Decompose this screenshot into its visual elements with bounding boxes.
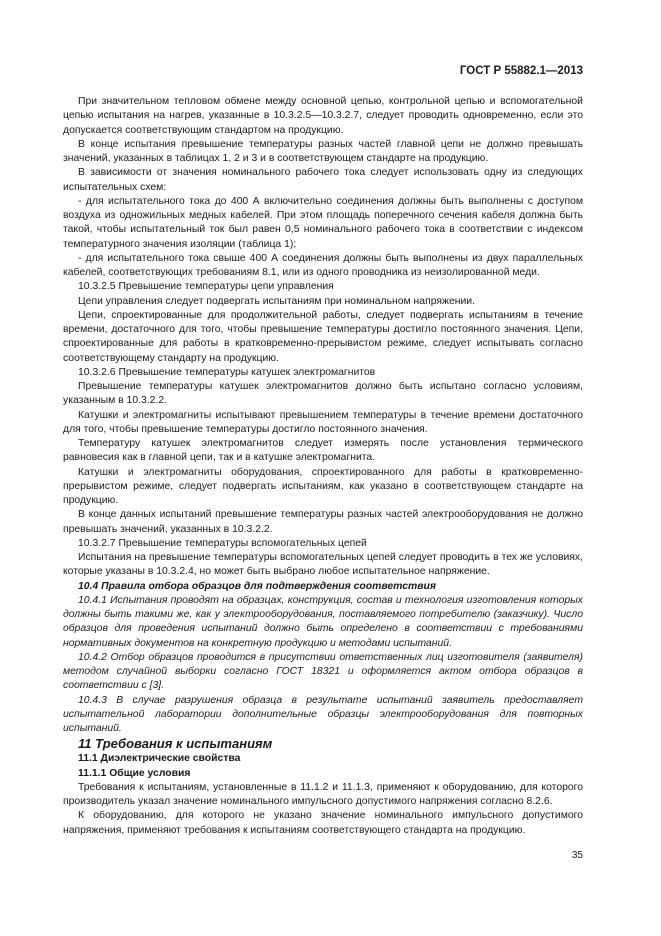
- paragraph: При значительном тепловом обмене между основной цепью, контрольной цепью и вспомогательной цепью испытания на нагрев, указанные в 10.3.2.5—10.3.2.7, следует проводить одновременно, если это допускается соответствующим стандартом на продукцию.: [63, 96, 583, 136]
- list-item: - для испытательного тока до 400 А включительно соединения должны быть выполнены с доступом воздуха из одножильных медных кабелей. При этом площадь поперечного сечения кабеля должна быть такой, чтобы испытательный ток был равен 0,5 номинального рабочего тока в соответствии с индексом температурного значения изоляции (таблица 1);: [63, 195, 583, 250]
- paragraph: К оборудованию, для которого не указано значение номинального импульсного допустимого напряжения, применяют требования к испытаниям соответствующего стандарта на продукцию.: [63, 810, 583, 836]
- paragraph: Превышение температуры катушек электромагнитов должно быть испытано согласно условиям, указанным в 10.3.2.2.: [63, 381, 583, 407]
- paragraph: Требования к испытаниям, установленные в 11.1.2 и 11.1.3, применяют к оборудованию, для которого производитель указал значение номинального импульсного допустимого напряжения согласно 8.2.6.: [63, 781, 583, 807]
- clause-heading: 10.3.2.5 Превышение температуры цепи управления: [78, 281, 334, 293]
- paragraph: Испытания на превышение температуры вспомогательных цепей следует проводить в тех же условиях, которые указаны в 10.3.2.4, но может быть выбрано любое испытательное напряжение.: [63, 552, 583, 578]
- subsection-title: 11.1 Диэлектрические свойства: [78, 753, 241, 765]
- page-number: 35: [571, 850, 583, 861]
- document-header: ГОСТ Р 55882.1—2013: [459, 65, 583, 77]
- paragraph: В конце испытания превышение температуры разных частей главной цепи не должно превышать значений, указанных в таблицах 1, 2 и 3 и в соответствующем стандарте на продукцию.: [63, 138, 583, 164]
- subsection-title: 11.1.1 Общие условия: [78, 767, 191, 779]
- paragraph: Катушки и электромагниты оборудования, спроектированного для работы в кратковременно-прерывистом режиме, следует подвергать испытаниям, как указано в соответствующем стандарте на продукцию.: [63, 466, 583, 506]
- clause-heading: 10.3.2.7 Превышение температуры вспомогательных цепей: [78, 537, 367, 549]
- paragraph: Катушки и электромагниты испытывают превышением температуры в течение времени достаточного для того, чтобы превышение температуры достигло постоянного значения.: [63, 409, 583, 435]
- section-10-4-title: 10.4 Правила отбора образцов для подтверждения соответствия: [78, 580, 436, 592]
- paragraph: 10.4.3 В случае разрушения образца в результате испытаний заявитель предоставляет испытательной лаборатории дополнительные образцы электрооборудования для повторных испытаний.: [63, 694, 583, 734]
- paragraph: 10.4.1 Испытания проводят на образцах, конструкция, состав и технология изготовления которых должны быть такими же, как у электрооборудования, поставляемого потребителю (заказчику). Число образцов для проведения испытаний должно быть определено в соответствии с требованиями нормативных документов на конкретную продукцию и методами испытаний.: [63, 594, 583, 649]
- paragraph: Цепи управления следует подвергать испытаниям при номинальном напряжении.: [78, 295, 475, 307]
- list-item: - для испытательного тока свыше 400 А соединения должны быть выполнены из двух параллельных кабелей, соответствующих требованиям 8.1, или из одного проводника из неизолированной меди.: [63, 252, 583, 278]
- paragraph: Температуру катушек электромагнитов следует измерять после установления термического равновесия как в главной цепи, так и в катушке электромагнита.: [63, 438, 583, 464]
- paragraph: В зависимости от значения номинального рабочего тока следует использовать одну из следующих испытательных схем:: [63, 167, 583, 193]
- clause-heading: 10.3.2.6 Превышение температуры катушек электромагнитов: [78, 366, 376, 378]
- paragraph: 10.4.2 Отбор образцов проводится в присутствии ответственных лиц изготовителя (заявителя) методом случайной выборки согласно ГОСТ 18321 и оформляется актом отбора образцов в соответствии с [3].: [63, 651, 583, 692]
- section-11-title: 11 Требования к испытаниям: [78, 736, 273, 752]
- paragraph: В конце данных испытаний превышение температуры разных частей электрооборудования не должно превышать значений, указанных в 10.3.2.2.: [63, 509, 583, 535]
- paragraph: Цепи, спроектированные для продолжительной работы, следует подвергать испытаниям в течение времени, достаточного для того, чтобы превышение температуры достигло постоянного значения. Цепи, спроектированные для работы в кратковременно-прерывистом режиме, следует испытывать согласно соответствующему стандарту на продукцию.: [63, 309, 583, 364]
- document-body: [63, 95, 583, 838]
